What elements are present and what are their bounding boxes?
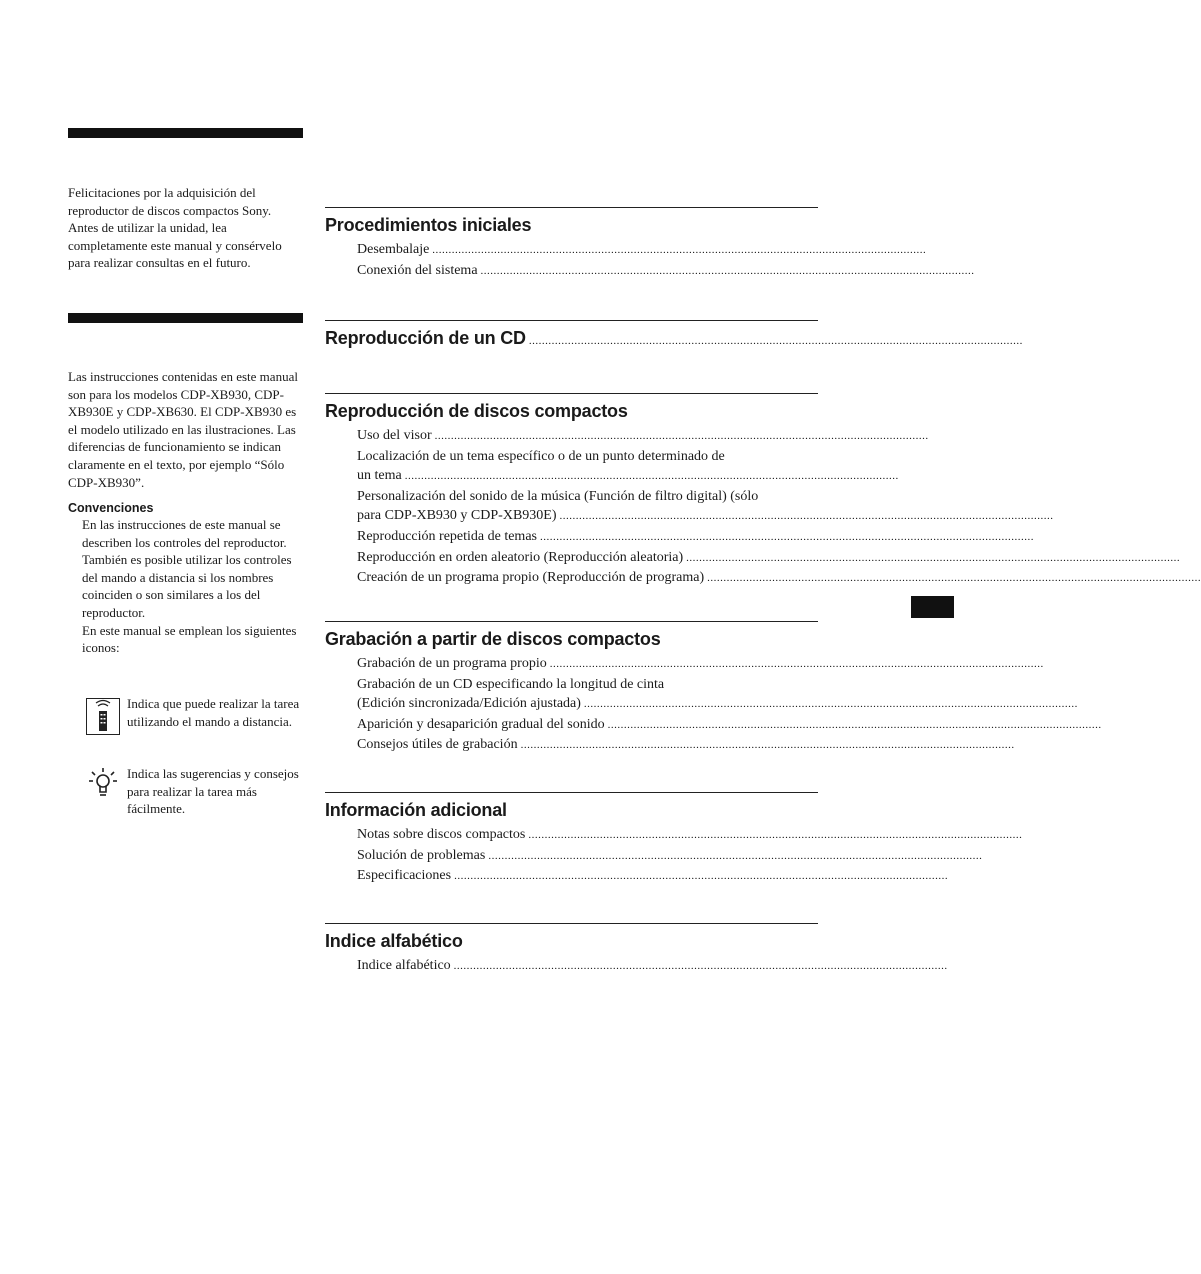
header-bar-2: [68, 313, 303, 323]
toc-entry[interactable]: Uso del visor ........................................................................................................................................................: [357, 428, 929, 443]
about-block: [68, 368, 303, 491]
conventions-p3: En este manual se emplean los siguientes iconos:: [82, 622, 297, 656]
about-paragraph: Las instrucciones contenidas en este manual son para los modelos CDP-XB930, CDP-XB930E y CDP-XB630. El CDP-XB930 es el modelo utilizado en las ilustraciones. Las diferencias de funcionamiento se indican claramente en el texto, por ejemplo “Sólo CDP-XB930”.: [68, 369, 298, 490]
toc-entry[interactable]: Notas sobre discos compactos ........................................................................................................................................................: [357, 827, 1023, 842]
toc-entry[interactable]: Aparición y desaparición gradual del sonido ........................................................................................................................................................: [357, 716, 1102, 732]
toc-section-reproduccion-cd: Reproducción de un CD ........................................................................................................................................................: [325, 320, 818, 349]
section-title: Procedimientos iniciales: [325, 215, 532, 235]
toc-entry[interactable]: Reproducción repetida de temas ........................................................................................................................................................: [357, 528, 1034, 544]
conventions-p2: También es posible utilizar los controles del mando a distancia si los nombres coinciden o son similares a los del reproductor.: [82, 552, 292, 620]
toc-entry[interactable]: Reproducción en orden aleatorio (Reproducción aleatoria) ........................................................................................................................................................: [357, 549, 1181, 565]
page-tab-marker: [911, 596, 954, 618]
icon-legend-tip-text: Indica las sugerencias y consejos para realizar la tarea más fácilmente.: [127, 766, 299, 816]
intro-block: [68, 184, 303, 272]
toc-entry-line[interactable]: Localización de un tema específico o de un punto determinado de: [357, 448, 725, 464]
conventions-p1: En las instrucciones de este manual se describen los controles del reproductor.: [82, 517, 287, 550]
toc-section-informacion: [325, 792, 1023, 887]
section-rule: [325, 320, 818, 321]
toc-section-reproduccion-discos: [325, 393, 1201, 589]
section-title: Indice alfabético: [325, 931, 463, 951]
toc-entry[interactable]: para CDP-XB930 y CDP-XB930E) ........................................................................................................................................................: [357, 508, 1054, 524]
toc-section-grabacion: [325, 621, 1102, 756]
conventions-heading: Convenciones: [68, 501, 154, 515]
section-rule: [325, 207, 818, 208]
section-title: Reproducción de discos compactos: [325, 401, 628, 421]
toc-entry[interactable]: Consejos útiles de grabación ........................................................................................................................................................: [357, 737, 1015, 753]
toc-entry[interactable]: Desembalaje ........................................................................................................................................................: [357, 242, 927, 257]
toc-entry[interactable]: Especificaciones ........................................................................................................................................................: [357, 868, 949, 884]
section-rule: [325, 393, 818, 394]
section-rule: [325, 923, 818, 924]
toc-entry[interactable]: un tema ........................................................................................................................................................: [357, 468, 899, 484]
toc-entry[interactable]: Creación de un programa propio (Reproducción de programa) ........................................................................................................................................................: [357, 570, 1201, 586]
toc-section-indice: [325, 923, 948, 977]
toc-entry[interactable]: (Edición sincronizada/Edición ajustada) ........................................................................................................................................................: [357, 696, 1078, 712]
toc-entry[interactable]: Indice alfabético ........................................................................................................................................................: [357, 958, 948, 973]
icon-legend-tip: [68, 767, 303, 817]
section-title: Grabación a partir de discos compactos: [325, 629, 661, 649]
toc-entry-line[interactable]: Grabación de un CD especificando la longitud de cinta: [357, 676, 665, 692]
intro-paragraph: Felicitaciones por la adquisición del reproductor de discos compactos Sony. Antes de utilizar la unidad, lea completamente este manual y consérvelo para realizar consultas en el futuro.: [68, 185, 282, 271]
toc-entry[interactable]: Conexión del sistema ........................................................................................................................................................: [357, 262, 975, 278]
section-rule: [325, 792, 818, 793]
lightbulb-icon: [86, 767, 120, 801]
toc-entry[interactable]: Solución de problemas ........................................................................................................................................................: [357, 847, 983, 863]
header-bar-1: [68, 128, 303, 138]
section-title[interactable]: Reproducción de un CD: [325, 328, 526, 348]
toc-entry[interactable]: Grabación de un programa propio ........................................................................................................................................................: [357, 656, 1044, 671]
toc-entry-line[interactable]: Personalización del sonido de la música (Función de filtro digital) (sólo: [357, 488, 759, 504]
section-rule: [325, 621, 818, 622]
conventions-block: [68, 501, 303, 657]
toc-section-procedimientos: [325, 207, 975, 281]
remote-control-icon: [86, 698, 120, 732]
icon-legend-remote-text: Indica que puede realizar la tarea utilizando el mando a distancia.: [127, 696, 300, 729]
section-title: Información adicional: [325, 800, 507, 820]
icon-legend-remote: [68, 698, 303, 748]
